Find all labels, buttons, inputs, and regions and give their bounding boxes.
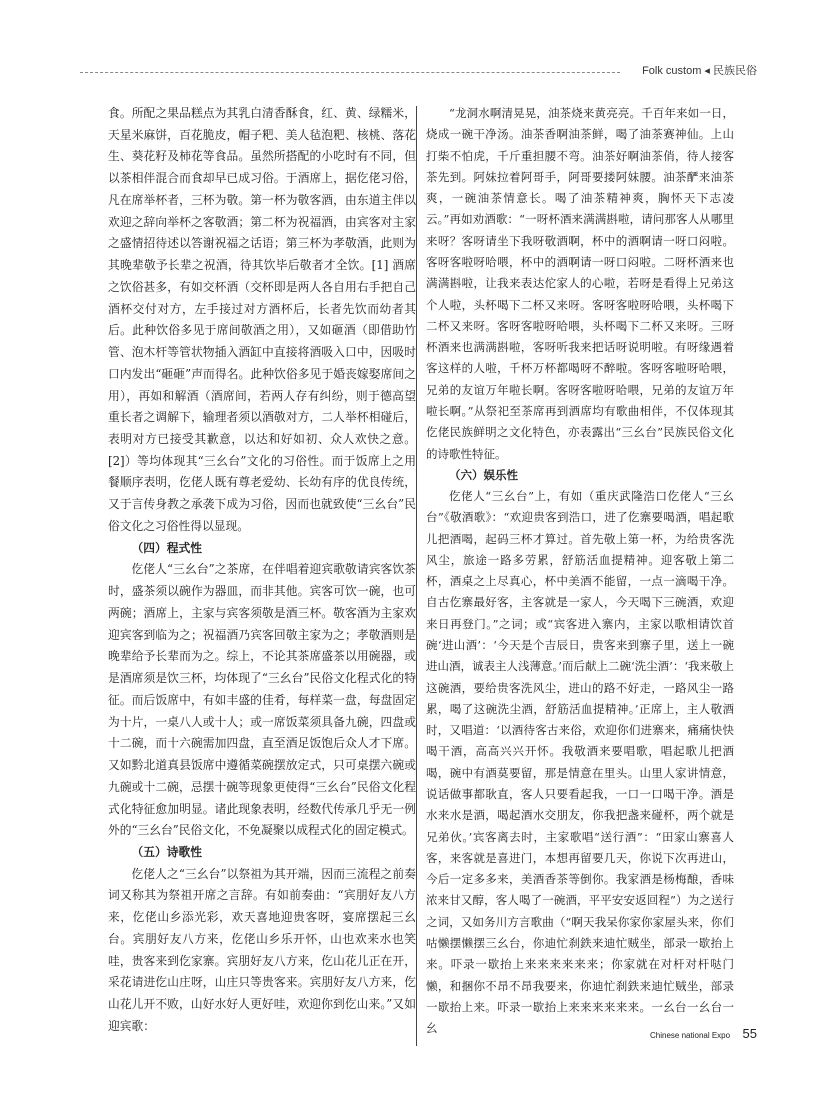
paragraph: 仡佬人之“三幺台”以祭祖为其开端，因而三流程之前奏词又称其为祭祖开席之言辞。有如前奏曲：“宾朋好友八方来，仡佬山乡添光彩，欢天喜地迎贵客呀，宴席摆起三幺台。宾朋好友八方来，仡佬山乡乐开怀，山也欢来水也笑哇，贵客来到仡家寨。宾朋好友八方来，仡山花儿正在开，采花请进仡山庄呀，山庄只等贵客来。宾朋好友八方来，仡山花儿开不败，山好水好人更好哇，欢迎你到仡山来。”又如迎宾歌： xyxy=(108,866,416,1033)
left-column xyxy=(108,103,416,1038)
page-number: 55 xyxy=(742,1026,757,1041)
column-divider xyxy=(416,106,417,1046)
publication-name: Chinese national Expo xyxy=(650,1031,731,1040)
running-header: Folk custom ◂ 民族民俗 xyxy=(642,65,757,77)
section-heading: （六）娱乐性 xyxy=(449,467,518,482)
header-rule xyxy=(80,72,620,73)
paragraph: “龙洞水啊清晃晃，油茶烧来黄亮亮。千百年来如一日，烧成一碗干净汤。油茶香啊油茶鲜，喝了油茶赛神仙。上山打柴不怕虎，千斤重担腰不弯。油茶好啊油茶俏，待人接客茶先到。阿妹拉着阿哥手，阿哥要搂阿妹腰。油茶酽来油茶爽，一碗油茶情意长。喝了油茶精神爽，胸怀天下志凌云。”再如劝酒歌：“一呀杯酒来满满斟啦，请问那客人从哪里来呀？客呀请坐下我呀敬酒啊，杯中的酒啊请一呀口闷啦。客呀客啦呀哈喂，杯中的酒啊请一呀口闷啦。二呀杯酒来也满满斟啦，让我来表达佗家人的心啦，若呀是看得上兄弟这个人啦，头杯喝下二杯又来呀。客呀客啦呀哈喂，头杯喝下二杯又来呀。客呀客啦呀哈喂，头杯喝下二杯又来呀。三呀杯酒来也满满斟啦，客呀听我来把话呀说明啦。有呀缘遇着客这样的人啦，千杯万杯都喝呀不醉啦。客呀客啦呀哈喂，兄弟的友谊万年啦长啊。客呀客啦呀哈喂，兄弟的友谊万年啦长啊。”从祭祀至茶席再到酒席均有歌曲相伴，不仅体现其仡佬民族鲜明之文化特色，亦表露出“三幺台”民族民俗文化的诗歌性特征。 xyxy=(426,106,734,461)
right-column xyxy=(426,103,734,1039)
paragraph: 仡佬人“三幺台”上，有如（重庆武隆浩口仡佬人“三幺台”《敬酒歌》：“欢迎贵客到浩口，进了仡寨要喝酒，唱起歌儿把酒喝，起码三杯才算过。首先敬上第一杯，为给贵客洗风尘，旅途一路多劳累，舒筋活血提精神。迎客敬上第二杯，酒桌之上尽真心，杯中美酒不能留，一点一滴喝干净。自古仡寨最好客，主客就是一家人，今天喝下三碗酒，欢迎来日再登门。”之词；或“宾客进入寨内，主家以歌相请饮首碗‘进山酒’：‘今天是个吉辰日，贵客来到寨子里，送上一碗进山酒，诚表主人浅薄意。’而后献上二碗‘洗尘酒’：‘我来敬上这碗酒，要给贵客洗风尘，进山的路不好走，一路风尘一路累，喝了这碗洗尘酒，舒筋活血提精神。’正席上，主人敬酒时，又唱道：‘以酒待客古来俗，欢迎你们进寨来，痛痛快快喝干酒，高高兴兴开怀。我敬酒来要唱歌，唱起歌儿把酒喝，碗中有酒莫要留，那是情意在里头。山里人家讲情意，说话做事都耿直，客人只要看起我，一口一口喝干净。酒是水来水是酒，喝起酒水交朋友，你我把盏来碰杯，两个就是兄弟伙。’宾客离去时，主家歌唱“送行酒”：“田家山寨喜人客，来客就是喜进门，本想再留要几天，你说下次再进山，今后一定多多来，美酒香茶等倒你。我家酒是杨梅酿，香味浓来甘又醇，客人喝了一碗酒，平平安安返回程”）为之送行之词，又如务川方言歌曲（“啊天我呆你家你家屋头来，你们咕懒摆懒摆三幺台，你迪忙刹鉄来迪忙贼坐，部录一歇抬上来。吓录一歇抬上来来来来来来；你家就在对杆对杆哒门懒，和捆你不昂不昂我要来，你迪忙刹鉄来迪忙贼坐，部录一歇抬上来。吓录一歇抬上来来来来来来。一幺台一幺台一幺 xyxy=(426,489,734,1036)
paragraph: 仡佬人“三幺台”之茶席，在伴唱着迎宾歌敬请宾客饮茶时，盛茶须以碗作为器皿，而非其他。宾客可饮一碗，也可两碗；酒席上，主家与宾客须敬是酒三杯。敬客酒为主家欢迎宾客到临为之；祝福酒乃宾客回敬主家为之；孝敬酒则是晚辈给予长辈而为之。综上，不论其茶席盛茶以用碗器，或是酒席须是饮三杯，均体现了“三幺台”民俗文化程式化的特征。而后饭席中，有如丰盛的佳肴，每样菜一盘，每盘固定为十片，一桌八人或十人；或一席饭菜须具备九碗，四盘或十二碗，而十六碗需加四盘，直至酒足饭饱后众人才下席。又如黔北道真县饭席中遵循菜碗摆放定式，只可桌摆六碗或九碗或十二碗，忌摆十碗等现象更使得“三幺台”民俗文化程式化特征愈加明显。诸此现象表明，经数代传承几乎无一例外的“三幺台”民俗文化，不免凝聚以成程式化的固定模式。 xyxy=(108,562,416,838)
paragraph: 食。所配之果品糕点为其乳白清香酥食，红、黄、绿糯米，天星米麻饼，百花脆皮，帽子粑、美人毡泡粑、核桃、落花生、葵花籽及柿花等食品。虽然所搭配的小吃时有不同，但以茶相伴混合而食却早已成习俗。于酒席上，据仡佬习俗，凡在席举杯者，三杯为敬。第一杯为敬客酒，由东道主伴以欢迎之辞向举杯之客敬酒；第二杯为祝福酒，由宾客对主家之盛情招待述以答谢祝福之话语；第三杯为孝敬酒，此则为其晚辈敬予长辈之祝酒，待其饮毕后敬者才全饮。[1] 酒席之饮俗甚多，有如交杯酒（交杯即是两人各自用右手把自己酒杯交付对方，左手接过对方酒杯后，长者先饮而幼者其后。此种饮俗多见于席间敬酒之用），又如砸酒（即借助竹管、泡木杆等管状物插入酒缸中直接将酒吸入口中，因吸时口内发出“砸砸”声而得名。此种饮俗多见于婚丧嫁娶席间之用），再如和解酒（酒席间，若两人存有纠纷，则于德高望重长者之调解下，输理者须以酒敬对方，二人举杯相碰后，表明对方已接受其歉意，以达和好如初、众人欢快之意。[2]）等均体现其“三幺台”文化的习俗性。而于饭席上之用餐顺序表明，仡佬人既有尊老爱幼、长幼有序的优良传统，又于言传身教之承袭下成为习俗，因而也就致使“三幺台”民俗文化之习俗性得以显现。 xyxy=(108,106,416,533)
section-heading: （五）诗歌性 xyxy=(131,844,202,859)
section-heading: （四）程式性 xyxy=(131,540,202,555)
page-footer xyxy=(650,1025,757,1043)
